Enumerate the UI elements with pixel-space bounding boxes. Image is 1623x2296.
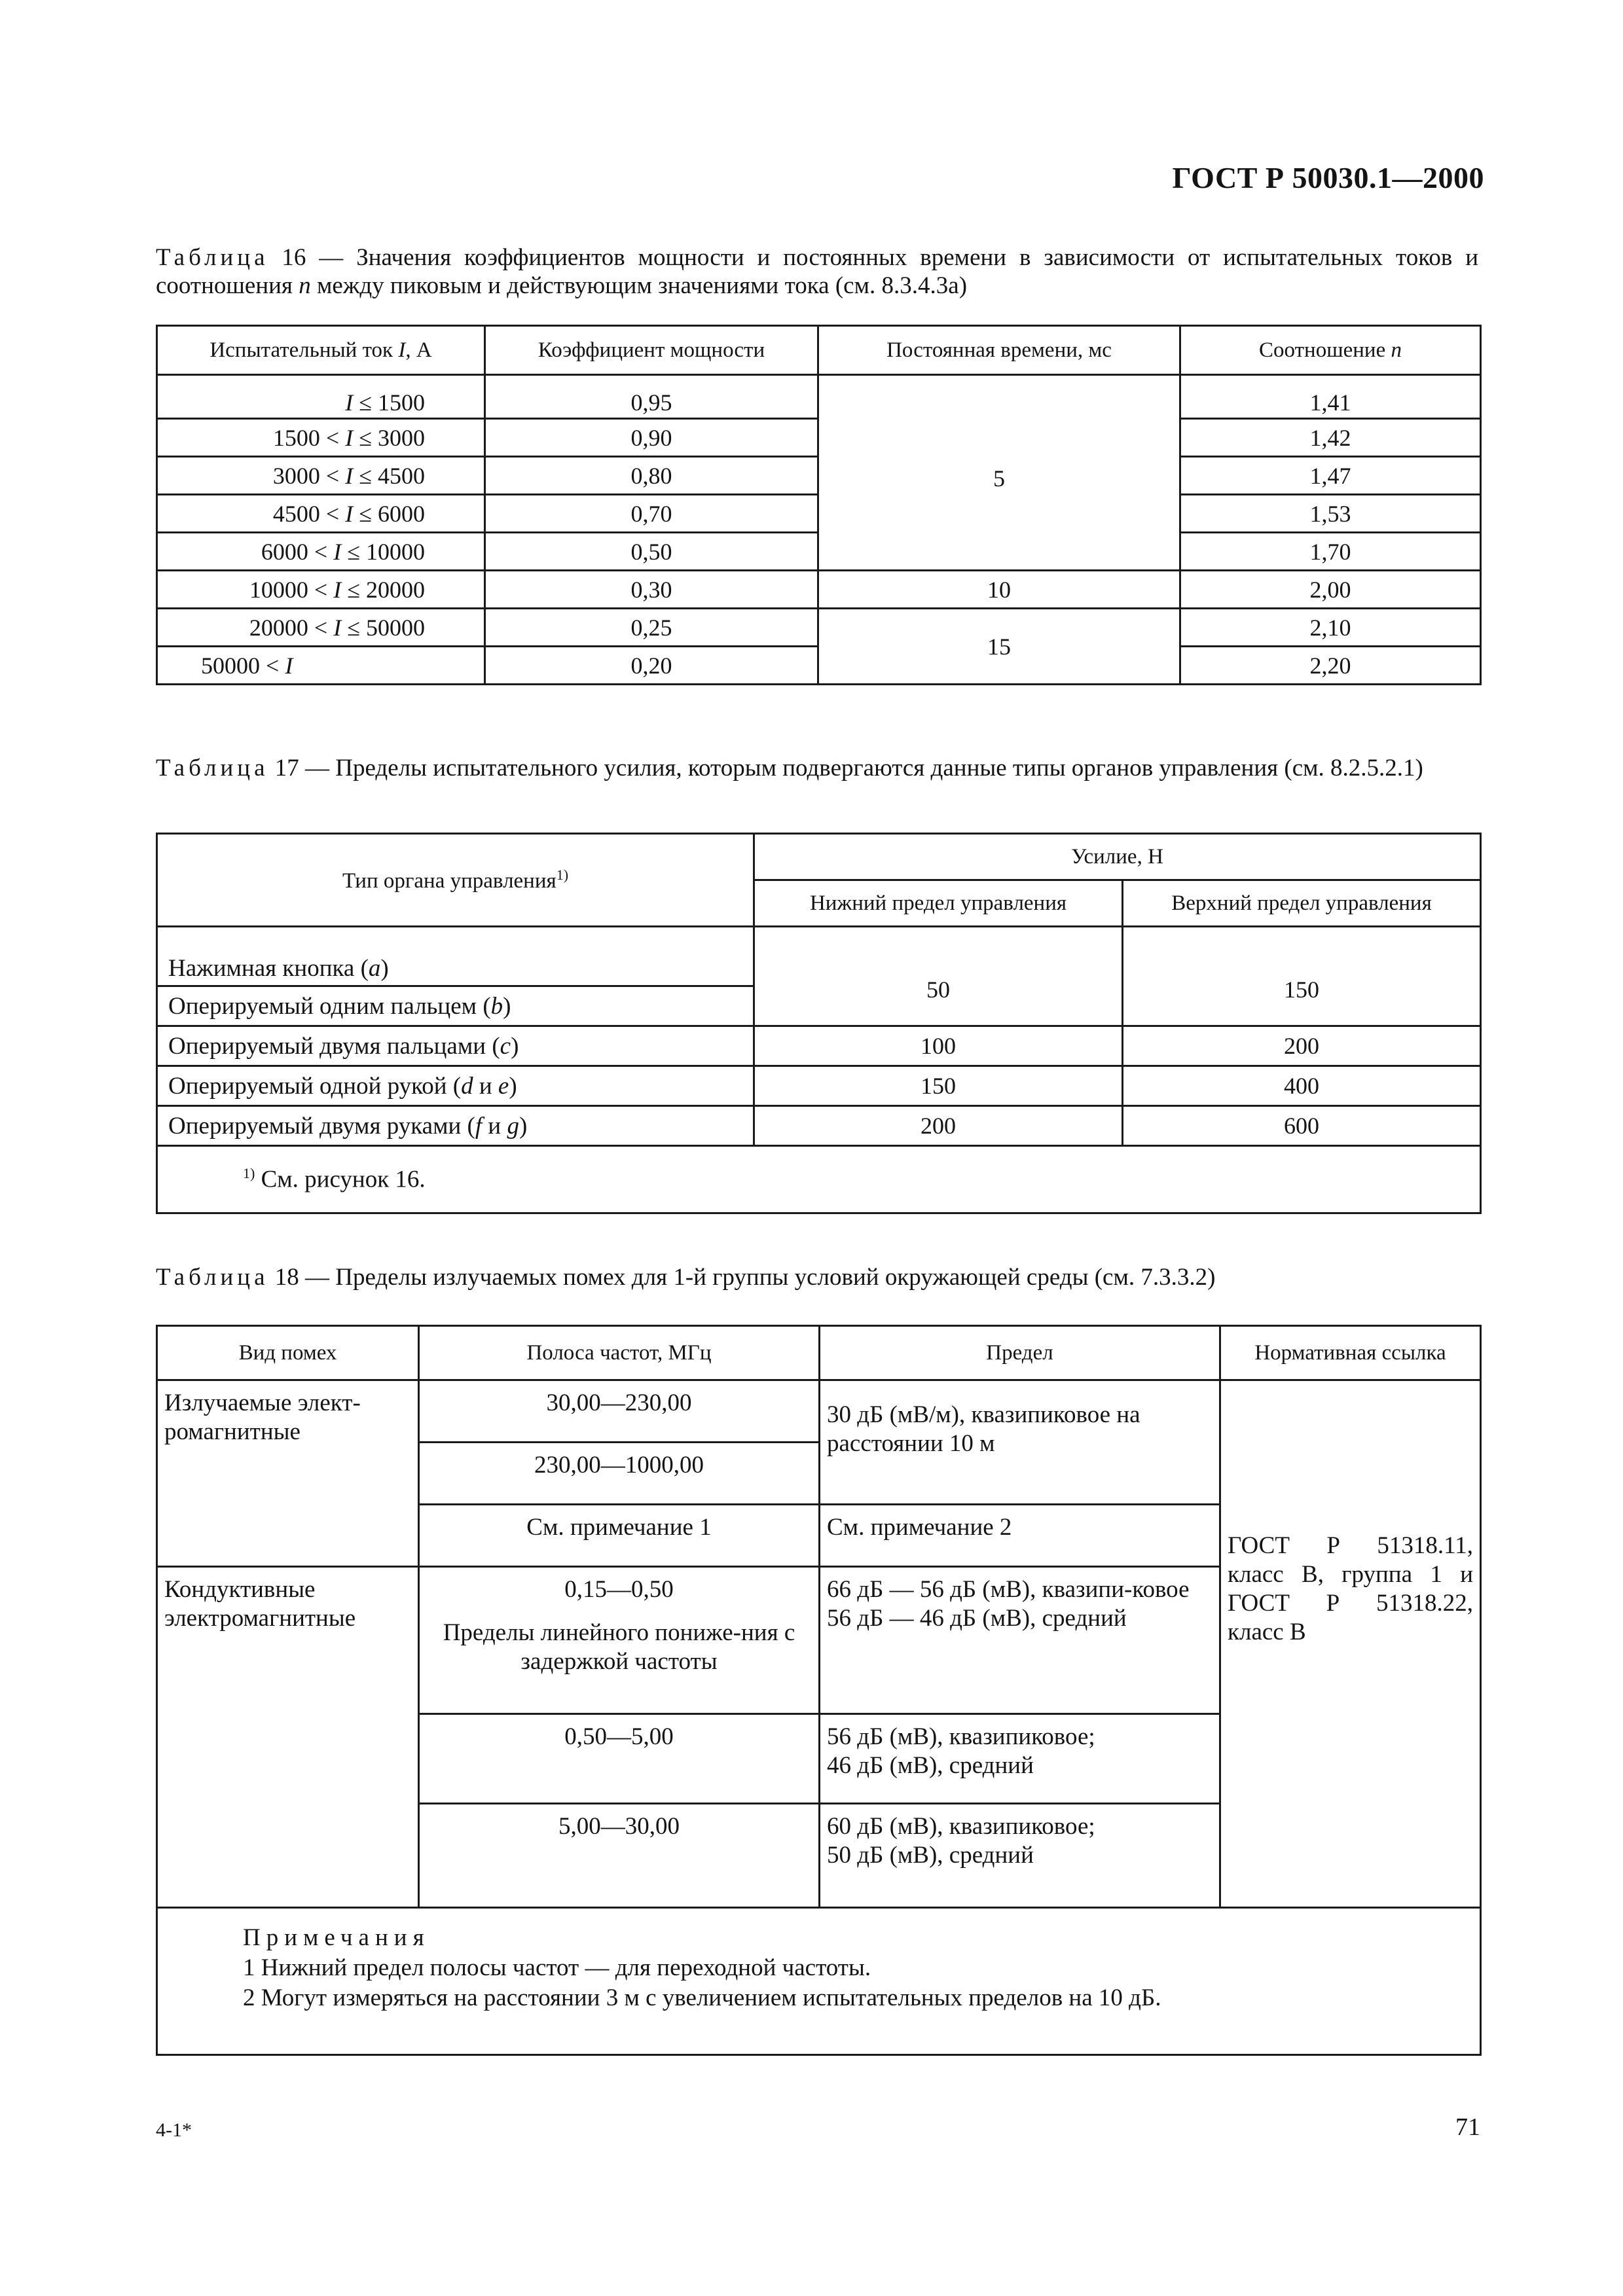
cell-ratio: 1,70: [1180, 533, 1481, 571]
cell-reference: ГОСТ Р 51318.11, класс В, группа 1 и ГОСТ Р 51318.22, класс В: [1220, 1380, 1481, 1908]
cell-power-factor: 0,95: [485, 375, 818, 419]
cell-control-type: Оперируемый двумя руками (f и g): [157, 1106, 754, 1146]
table16-caption-number: 16: [282, 244, 306, 271]
footnote-marker: 1): [243, 1165, 255, 1182]
cell-ratio: 2,20: [1180, 647, 1481, 685]
table-notes-row: [157, 1908, 1481, 2055]
cell-ratio: 1,41: [1180, 375, 1481, 419]
cell-band: 0,50—5,00: [419, 1714, 820, 1804]
cell-lower-limit: 100: [754, 1026, 1123, 1066]
header-force: Усилие, Н: [754, 834, 1481, 880]
cell-control-type: Оперируемый одной рукой (d и e): [157, 1066, 754, 1106]
table16-caption-word: Таблица: [156, 244, 269, 271]
cell-limit: [820, 1714, 1220, 1804]
cell-lower-limit: 200: [754, 1106, 1123, 1146]
cell-upper-limit: 600: [1123, 1106, 1481, 1146]
cell-current: 10000 < I ≤ 20000: [157, 571, 485, 609]
table-header-row: [157, 326, 1481, 375]
cell-current: I ≤ 1500: [157, 375, 485, 419]
cell-control-type: Нажимная кнопка (a): [157, 927, 754, 986]
cell-power-factor: 0,80: [485, 457, 818, 495]
cell-band: 5,00—30,00: [419, 1804, 820, 1908]
table-header-row: [157, 834, 1481, 880]
band-range: 0,15—0,50: [564, 1576, 674, 1603]
header-ratio: Соотношение n: [1180, 326, 1481, 375]
cell-power-factor: 0,50: [485, 533, 818, 571]
header-reference: Нормативная ссылка: [1220, 1326, 1481, 1380]
cell-ratio: 1,47: [1180, 457, 1481, 495]
table-row: [157, 1026, 1481, 1066]
cell-power-factor: 0,90: [485, 419, 818, 457]
header-control-type-label: Тип органа управления: [342, 869, 556, 893]
table-footnote-row: [157, 1146, 1481, 1213]
cell-current: 6000 < I ≤ 10000: [157, 533, 485, 571]
cell-ratio: 2,00: [1180, 571, 1481, 609]
cell-control-type: Оперируемый двумя пальцами (c): [157, 1026, 754, 1066]
table16-caption-text: — Значения коэффициентов мощности и постоянных времени в зависимости от испытательных токов и соотношения n между пиковым и действующим значениями тока (см. 8.3.4.3а): [156, 244, 1478, 299]
standard-number: ГОСТ Р 50030.1—2000: [1172, 161, 1484, 194]
cell-ratio: 2,10: [1180, 609, 1481, 647]
cell-power-factor: 0,70: [485, 495, 818, 533]
table-row: [157, 1380, 1481, 1443]
table17-footnote: [157, 1146, 1481, 1213]
cell-upper-limit: 150: [1123, 927, 1481, 1026]
table-row: [157, 927, 1481, 986]
cell-upper-limit: 200: [1123, 1026, 1481, 1066]
header-upper-limit: Верхний предел управления: [1123, 880, 1481, 927]
table17-caption-word: Таблица: [156, 755, 269, 781]
cell-ratio: 1,42: [1180, 419, 1481, 457]
footnote-marker: 1): [556, 867, 569, 883]
limit-quasi-peak: 66 дБ — 56 дБ (мВ), квазипи-ковое: [827, 1576, 1190, 1603]
limit-quasi-peak: 56 дБ (мВ), квазипиковое;: [827, 1723, 1095, 1750]
table-header-row: [157, 1326, 1481, 1380]
table16-caption: [156, 243, 1478, 300]
table-row: [157, 1066, 1481, 1106]
notes-title: Примечания: [243, 1924, 430, 1951]
cell-upper-limit: 400: [1123, 1066, 1481, 1106]
cell-band: 30,00—230,00: [419, 1380, 820, 1443]
cell-current: 1500 < I ≤ 3000: [157, 419, 485, 457]
table18-notes: [157, 1908, 1481, 2055]
header-lower-limit: Нижний предел управления: [754, 880, 1123, 927]
header-control-type: [157, 834, 754, 927]
header-power-factor: Коэффициент мощности: [485, 326, 818, 375]
table16: [156, 325, 1482, 685]
header-interference-type: Вид помех: [157, 1326, 419, 1380]
cell-time-constant: 10: [818, 571, 1180, 609]
limit-quasi-peak: 60 дБ (мВ), квазипиковое;: [827, 1813, 1095, 1840]
cell-radiated-type: Излучаемые элект-ромагнитные: [157, 1380, 419, 1567]
table17: [156, 833, 1482, 1214]
limit-average: 50 дБ (мВ), средний: [827, 1842, 1034, 1869]
cell-power-factor: 0,20: [485, 647, 818, 685]
cell-limit: [820, 1804, 1220, 1908]
table18-caption-number: 18: [274, 1264, 299, 1291]
cell-power-factor: 0,25: [485, 609, 818, 647]
header-frequency-band: Полоса частот, МГц: [419, 1326, 820, 1380]
cell-control-type: Оперируемый одним пальцем (b): [157, 986, 754, 1026]
cell-limit: [820, 1567, 1220, 1714]
header-time-constant: Постоянная времени, мс: [818, 326, 1180, 375]
table18-caption-word: Таблица: [156, 1264, 269, 1291]
cell-band: См. примечание 1: [419, 1505, 820, 1567]
header-current: Испытательный ток I, А: [157, 326, 485, 375]
table-row: [157, 1106, 1481, 1146]
table17-caption: [156, 754, 1478, 782]
cell-conducted-type: Кондуктивные электромагнитные: [157, 1567, 419, 1908]
cell-current: 3000 < I ≤ 4500: [157, 457, 485, 495]
footer-sheet-mark: 4-1*: [156, 2119, 192, 2141]
footnote-text: См. рисунок 16.: [255, 1166, 426, 1193]
cell-limit: 30 дБ (мВ/м), квазипиковое на расстоянии 10 м: [820, 1380, 1220, 1505]
cell-current: 4500 < I ≤ 6000: [157, 495, 485, 533]
cell-current: 20000 < I ≤ 50000: [157, 609, 485, 647]
limit-average: 46 дБ (мВ), средний: [827, 1752, 1034, 1779]
header-limit: Предел: [820, 1326, 1220, 1380]
table18-caption: [156, 1263, 1478, 1291]
table17-caption-number: 17: [274, 755, 299, 781]
table18: [156, 1325, 1482, 2056]
band-note: Пределы линейного пониже-ния с задержкой частоты: [443, 1619, 795, 1675]
cell-power-factor: 0,30: [485, 571, 818, 609]
limit-average: 56 дБ — 46 дБ (мВ), средний: [827, 1605, 1127, 1632]
cell-lower-limit: 150: [754, 1066, 1123, 1106]
cell-current: 50000 < I: [157, 647, 485, 685]
table17-caption-text: — Пределы испытательного усилия, которым подвергаются данные типы органов управления (см. 8.2.5.2.1): [299, 755, 1423, 781]
table18-caption-text: — Пределы излучаемых помех для 1-й группы условий окружающей среды (см. 7.3.3.2): [299, 1264, 1216, 1291]
cell-lower-limit: 50: [754, 927, 1123, 1026]
cell-limit: См. примечание 2: [820, 1505, 1220, 1567]
cell-band: [419, 1567, 820, 1714]
cell-band: 230,00—1000,00: [419, 1443, 820, 1505]
note-2: 2 Могут измеряться на расстоянии 3 м с увеличением испытательных пределов на 10 дБ.: [243, 1984, 1161, 2011]
table-row: [157, 375, 1481, 419]
table-row: [157, 571, 1481, 609]
page-number: 71: [1455, 2113, 1480, 2141]
cell-time-constant: 15: [818, 609, 1180, 685]
table-row: [157, 609, 1481, 647]
cell-ratio: 1,53: [1180, 495, 1481, 533]
note-1: 1 Нижний предел полосы частот — для переходной частоты.: [243, 1954, 871, 1981]
cell-time-constant: 5: [818, 375, 1180, 571]
